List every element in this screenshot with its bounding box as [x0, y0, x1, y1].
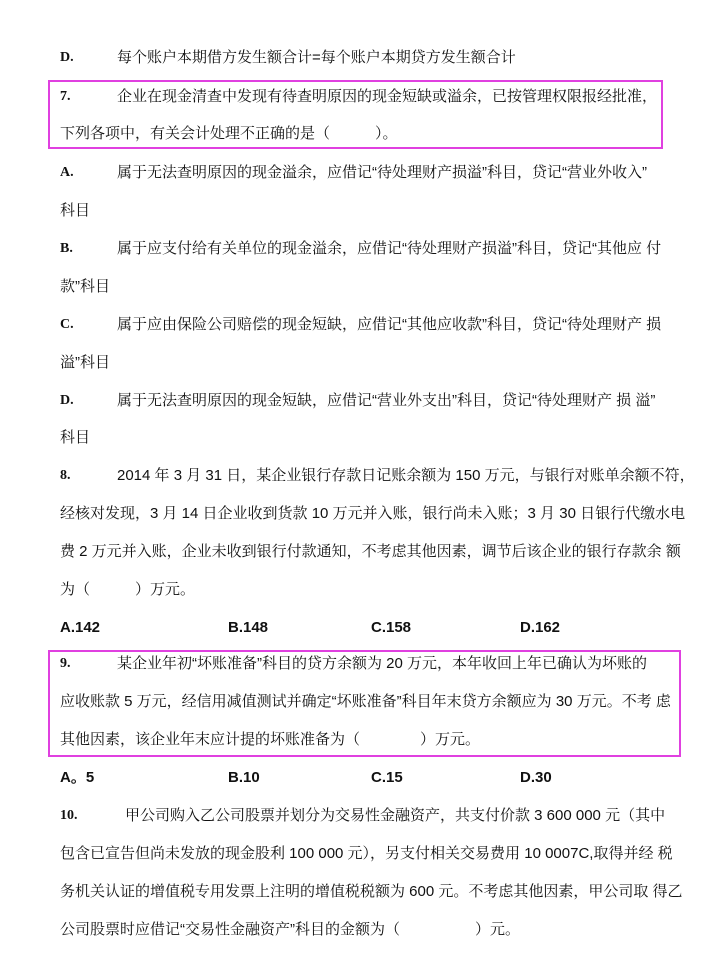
q8-text-line3: 费 2 万元并入账，企业未收到银行付款通知，不考虑其他因素，调节后该企业的银行存款余 额 — [60, 543, 681, 560]
q8-option-b: B.148 — [228, 619, 269, 636]
q8-option-d: D.162 — [520, 619, 561, 636]
q7-option-d-line2: 科目 — [60, 429, 91, 446]
q9-option-c: C.15 — [371, 769, 403, 786]
q7-option-a-label: A. — [60, 165, 74, 180]
q7-option-b-line1: 属于应支付给有关单位的现金溢余，应借记“待处理财产损溢”科目，贷记“其他应 付 — [117, 240, 662, 257]
q7-option-a-line2: 科目 — [60, 202, 91, 219]
q10-text-line4: 公司股票时应借记“交易性金融资产”科目的金额为（ ）元。 — [60, 921, 520, 938]
q6-option-d-text: 每个账户本期借方发生额合计=每个账户本期贷方发生额合计 — [117, 49, 516, 66]
q6-option-d-label: D. — [60, 50, 74, 65]
q10-number: 10. — [60, 808, 78, 823]
q8-number: 8. — [60, 468, 71, 483]
q10-text-line1: 甲公司购入乙公司股票并划分为交易性金融资产，共支付价款 3 600 000 元（其中 — [125, 807, 666, 824]
q7-option-d-label: D. — [60, 393, 74, 408]
q10-text-line2: 包含已宣告但尚未发放的现金股利 100 000 元），另支付相关交易费用 10 0007C,取得并经 税 — [60, 845, 673, 862]
q7-text-line2: 下列各项中，有关会计处理不正确的是（ ）。 — [60, 125, 398, 142]
q7-option-b-line2: 款”科目 — [60, 278, 110, 295]
q8-option-c: C.158 — [371, 619, 412, 636]
q9-option-a: A。5 — [60, 769, 95, 786]
q7-option-c-line2: 溢”科目 — [60, 354, 110, 371]
q8-text-line1: 2014 年 3 月 31 日，某企业银行存款日记账余额为 150 万元，与银行对账单余额不符， — [117, 467, 695, 484]
q9-text-line2: 应收账款 5 万元，经信用减值测试并确定“坏账准备”科目年末贷方余额应为 30 万元。不考 虑 — [60, 693, 671, 710]
q7-option-a-line1: 属于无法查明原因的现金溢余，应借记“待处理财产损溢”科目，贷记“营业外收入” — [117, 164, 647, 181]
q9-option-b: B.10 — [228, 769, 260, 786]
q9-option-d: D.30 — [520, 769, 552, 786]
q7-option-b-label: B. — [60, 241, 73, 256]
q7-number: 7. — [60, 89, 71, 104]
q9-text-line3: 其他因素，该企业年末应计提的坏账准备为（ ）万元。 — [60, 731, 481, 748]
q7-text-line1: 企业在现金清查中发现有待查明原因的现金短缺或溢余，已按管理权限报经批准， — [117, 88, 658, 105]
q8-text-line2: 经核对发现，3 月 14 日企业收到货款 10 万元并入账，银行尚未入账；3 月 30 日银行代缴水电 — [60, 505, 686, 522]
q8-option-a: A.142 — [60, 619, 101, 636]
q7-option-d-line1: 属于无法查明原因的现金短缺，应借记“营业外支出”科目，贷记“待处理财产 损 溢” — [117, 392, 656, 409]
q7-option-c-line1: 属于应由保险公司赔偿的现金短缺，应借记“其他应收款”科目，贷记“待处理财产 损 — [117, 316, 662, 333]
q10-text-line3: 务机关认证的增值税专用发票上注明的增值税税额为 600 元。不考虑其他因素，甲公司取 得乙 — [60, 883, 683, 900]
q9-number: 9. — [60, 656, 71, 671]
q9-text-line1: 某企业年初“坏账准备”科目的贷方余额为 20 万元，本年收回上年已确认为坏账的 — [117, 655, 648, 672]
q8-text-line4: 为（ ）万元。 — [60, 581, 196, 598]
q7-option-c-label: C. — [60, 317, 74, 332]
